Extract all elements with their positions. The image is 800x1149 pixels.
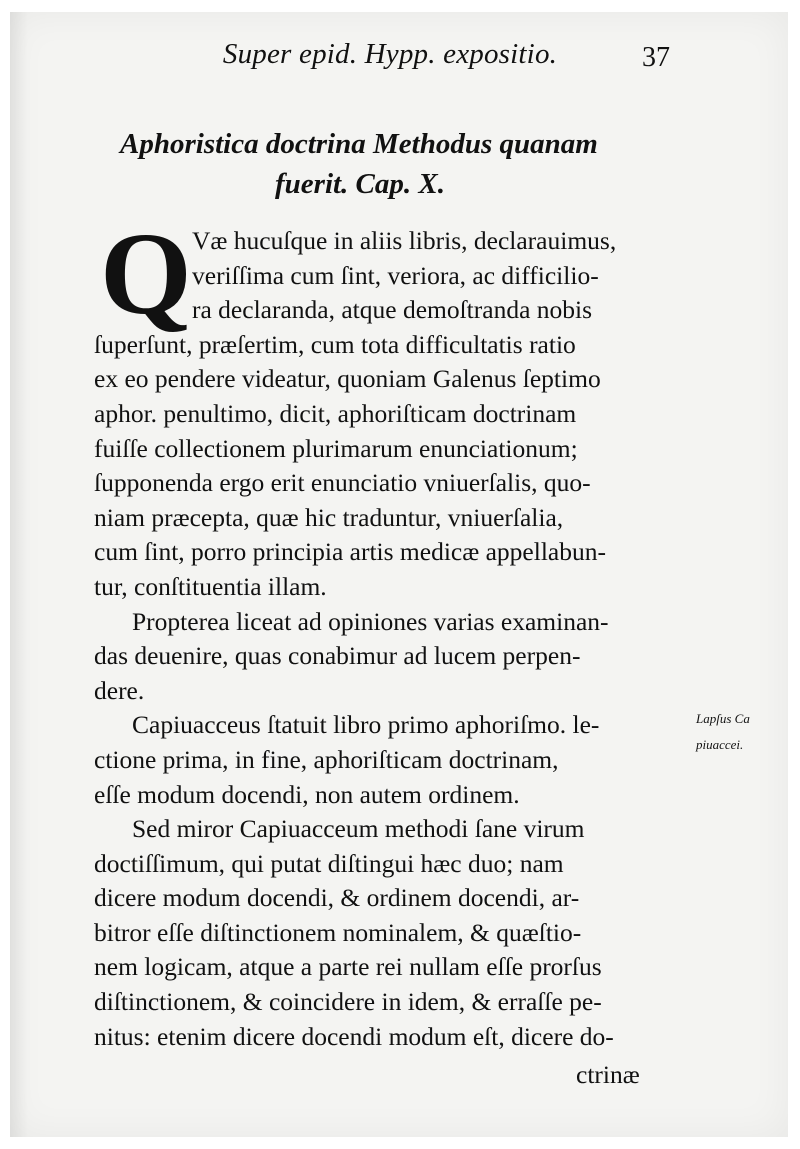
catchword: ctrinæ [576, 1060, 640, 1089]
text-line: cum ſint, porro principia artis medicæ appellabun- [94, 537, 606, 567]
text-line: ex eo pendere videatur, quoniam Galenus ſeptimo [94, 364, 601, 394]
text-line: dicere modum docendi, & ordinem docendi, ar- [94, 883, 580, 913]
text-line: niam præcepta, quæ hic traduntur, vniuerſalia, [94, 502, 564, 532]
text-line: eſſe modum docendi, non autem ordinem. [94, 779, 520, 809]
body-text [94, 208, 694, 1054]
chapter-title [120, 124, 720, 204]
text-line: fuiſſe collectionem plurimarum enunciationum; [94, 433, 578, 463]
text-line: tur, conſtituentia illam. [94, 571, 327, 601]
text-line: doctiſſimum, qui putat diſtingui hæc duo; nam [94, 848, 564, 878]
text-line: Sed miror Capiuacceum methodi ſane virum [132, 814, 585, 844]
text-line: veriſſima cum ſint, veriora, ac difficilio- [192, 260, 599, 290]
text-line: nem logicam, atque a parte rei nullam eſſe prorſus [94, 952, 602, 982]
text-line: ra declaranda, atque demoſtranda nobis [192, 295, 593, 325]
book-page [10, 12, 788, 1137]
marginal-note-line-1: Lapſus Ca [696, 711, 750, 726]
running-title: Super epid. Hypp. expositio. [222, 38, 558, 70]
text-line: ſupponenda ergo erit enunciatio vniuerſalis, quo- [94, 468, 591, 498]
chapter-title-line-2: fuerit. Cap. X. [275, 168, 445, 200]
text-line: dere. [94, 675, 145, 705]
drop-cap-initial: Q [100, 208, 192, 339]
text-line: diſtinctionem, & coincidere in idem, & erraſſe pe- [94, 987, 602, 1017]
marginal-note-line-2: piuaccei. [696, 737, 744, 752]
text-line: Væ hucuſque in aliis libris, declarauimus, [192, 226, 617, 255]
chapter-title-line-1: Aphoristica doctrina Methodus quanam [120, 128, 598, 160]
text-line: ſuperſunt, præſertim, cum tota difficultatis ratio [94, 329, 576, 359]
text-line: Propterea liceat ad opiniones varias examinan- [132, 606, 609, 636]
text-line: nitus: etenim dicere docendi modum eſt, dicere do- [94, 1021, 614, 1051]
text-line: bitror eſſe diſtinctionem nominalem, & quæſtio- [94, 917, 582, 947]
marginal-note [696, 706, 786, 758]
text-line: Capiuacceus ſtatuit libro primo aphoriſmo. le- [132, 710, 600, 740]
page-number: 37 [642, 42, 670, 73]
text-line: das deuenire, quas conabimur ad lucem perpen- [94, 641, 581, 671]
text-line: ctione prima, in fine, aphoriſticam doctrinam, [94, 744, 559, 774]
text-line: aphor. penultimo, dicit, aphoriſticam doctrinam [94, 398, 577, 428]
